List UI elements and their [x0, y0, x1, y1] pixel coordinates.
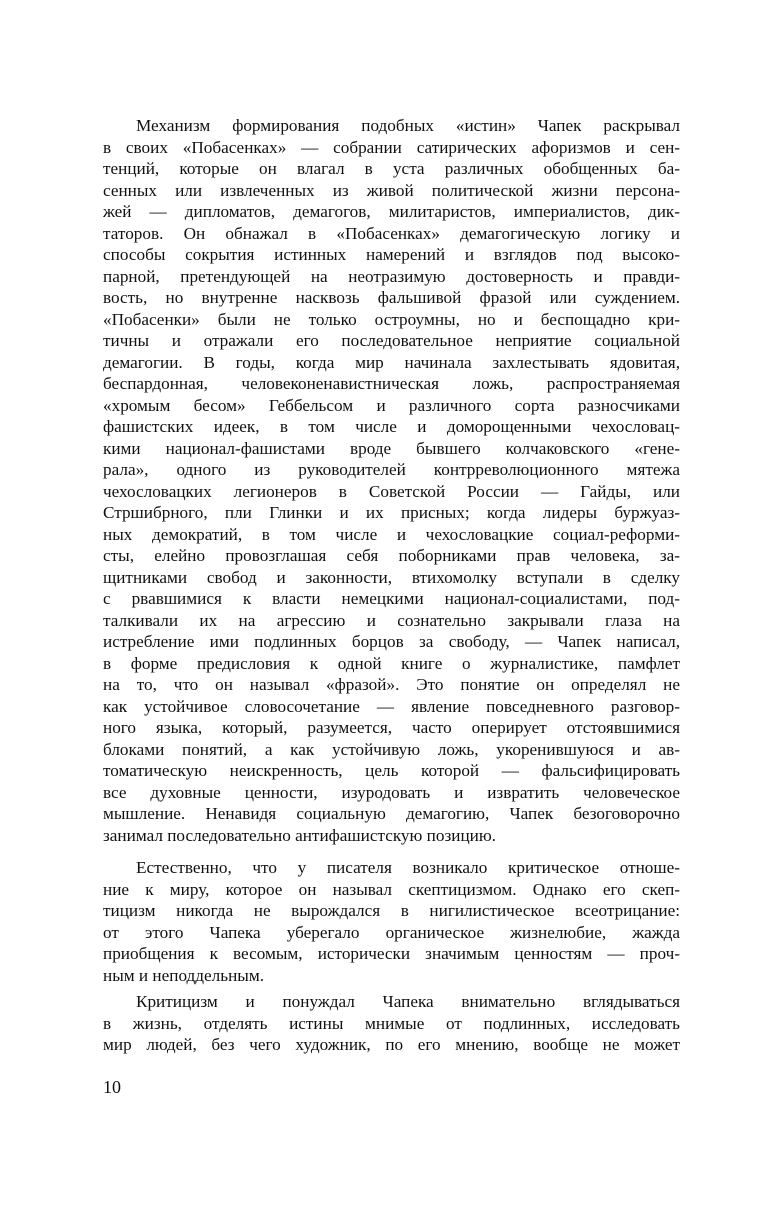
text-line: тичны и отражали его последовательное неприятие социальной: [103, 331, 680, 350]
text-line: чехословацких легионеров в Советской России — Гайды, или: [103, 481, 680, 501]
paragraph-2: [103, 857, 680, 986]
text-line: ние к миру, которое он называл скептицизмом. Однако его скеп-: [103, 879, 680, 899]
text-line: демагогии. В годы, когда мир начинала захлестывать ядовитая,: [103, 352, 680, 372]
text-line: на то, что он называл «фразой». Это понятие он определял не: [103, 675, 680, 694]
text-line: Критицизм и понуждал Чапека внимательно вглядываться: [136, 992, 680, 1011]
text-line: «Побасенки» были не только остроумны, но и беспощадно кри-: [103, 309, 680, 329]
text-line: сты, елейно провозглашая себя поборниками прав человека, за-: [103, 546, 680, 565]
text-line: как устойчивое словосочетание — явление повседневного разговор-: [103, 696, 680, 716]
text-line: кими национал-фашистами вроде бывшего колчаковского «гене-: [103, 438, 680, 458]
text-line: мышление. Ненавидя социальную демагогию, Чапек безоговорочно: [103, 804, 680, 823]
text-line: сенных или извлеченных из живой политической жизни персона-: [103, 180, 680, 200]
text-line: от этого Чапека уберегало органическое жизнелюбие, жажда: [103, 922, 680, 942]
text-line: Механизм формирования подобных «истин» Чапек раскрывал: [136, 116, 680, 135]
text-line: тицизм никогда не вырождался в нигилистическое всеотрицание:: [103, 901, 680, 920]
text-line: ным и неподдельным.: [103, 965, 264, 985]
text-line: мир людей, без чего художник, по его мнению, вообще не может: [103, 1035, 680, 1054]
text-line: в форме предисловия к одной книге о журналистике, памфлет: [103, 653, 680, 673]
text-line: занимал последовательно антифашистскую позицию.: [103, 825, 496, 845]
paragraph-1: [103, 115, 680, 846]
page-number: 10: [103, 1077, 121, 1097]
body-text: [103, 115, 680, 1056]
text-line: жей — дипломатов, демагогов, милитаристов, империалистов, дик-: [103, 202, 680, 221]
text-line: Естественно, что у писателя возникало критическое отноше-: [136, 858, 680, 877]
text-line: приобщения к весомым, исторически значимым ценностям — проч-: [103, 944, 680, 963]
text-line: томатическую неискренность, цель которой — фальсифицировать: [103, 761, 680, 780]
text-line: все духовные ценности, изуродовать и извратить человеческое: [103, 782, 680, 802]
text-line: парной, претендующей на неотразимую достоверность и правди-: [103, 266, 680, 286]
paragraph-3: [103, 991, 680, 1056]
text-line: беспардонная, человеконенавистническая ложь, распространяемая: [103, 374, 680, 393]
text-line: в своих «Побасенках» — собрании сатирических афоризмов и сен-: [103, 137, 680, 157]
text-line: блоками понятий, а как устойчивую ложь, укоренившуюся и ав-: [103, 739, 680, 759]
paragraph-spacer: [103, 846, 680, 857]
text-line: фашистских идеек, в том числе и доморощенными чехословац-: [103, 417, 680, 436]
text-line: с рвавшимися к власти немецкими национал-социалистами, под-: [103, 589, 680, 608]
text-line: «хромым бесом» Геббельсом и различного сорта разносчиками: [103, 395, 680, 415]
text-line: таторов. Он обнажал в «Побасенках» демагогическую логику и: [103, 223, 680, 243]
text-line: ных демократий, в том числе и чехословацкие социал-реформи-: [103, 524, 680, 544]
text-line: в жизнь, отделять истины мнимые от подлинных, исследовать: [103, 1013, 680, 1033]
text-line: способы сокрытия истинных намерений и взглядов под высоко-: [103, 245, 680, 264]
text-line: ного языка, который, разумеется, часто оперирует отстоявшимися: [103, 718, 680, 737]
text-line: Стршибрного, пли Глинки и их присных; когда лидеры буржуаз-: [103, 503, 680, 522]
text-line: талкивали их на агрессию и сознательно закрывали глаза на: [103, 610, 680, 630]
text-line: тенций, которые он влагал в уста различных обобщенных ба-: [103, 159, 680, 178]
text-line: щитниками свобод и законности, втихомолку вступали в сделку: [103, 567, 680, 587]
text-line: истребление ими подлинных борцов за свободу, — Чапек написал,: [103, 632, 680, 651]
text-line: рала», одного из руководителей контрреволюционного мятежа: [103, 460, 680, 479]
text-line: вость, но внутренне насквозь фальшивой фразой или суждением.: [103, 288, 680, 307]
